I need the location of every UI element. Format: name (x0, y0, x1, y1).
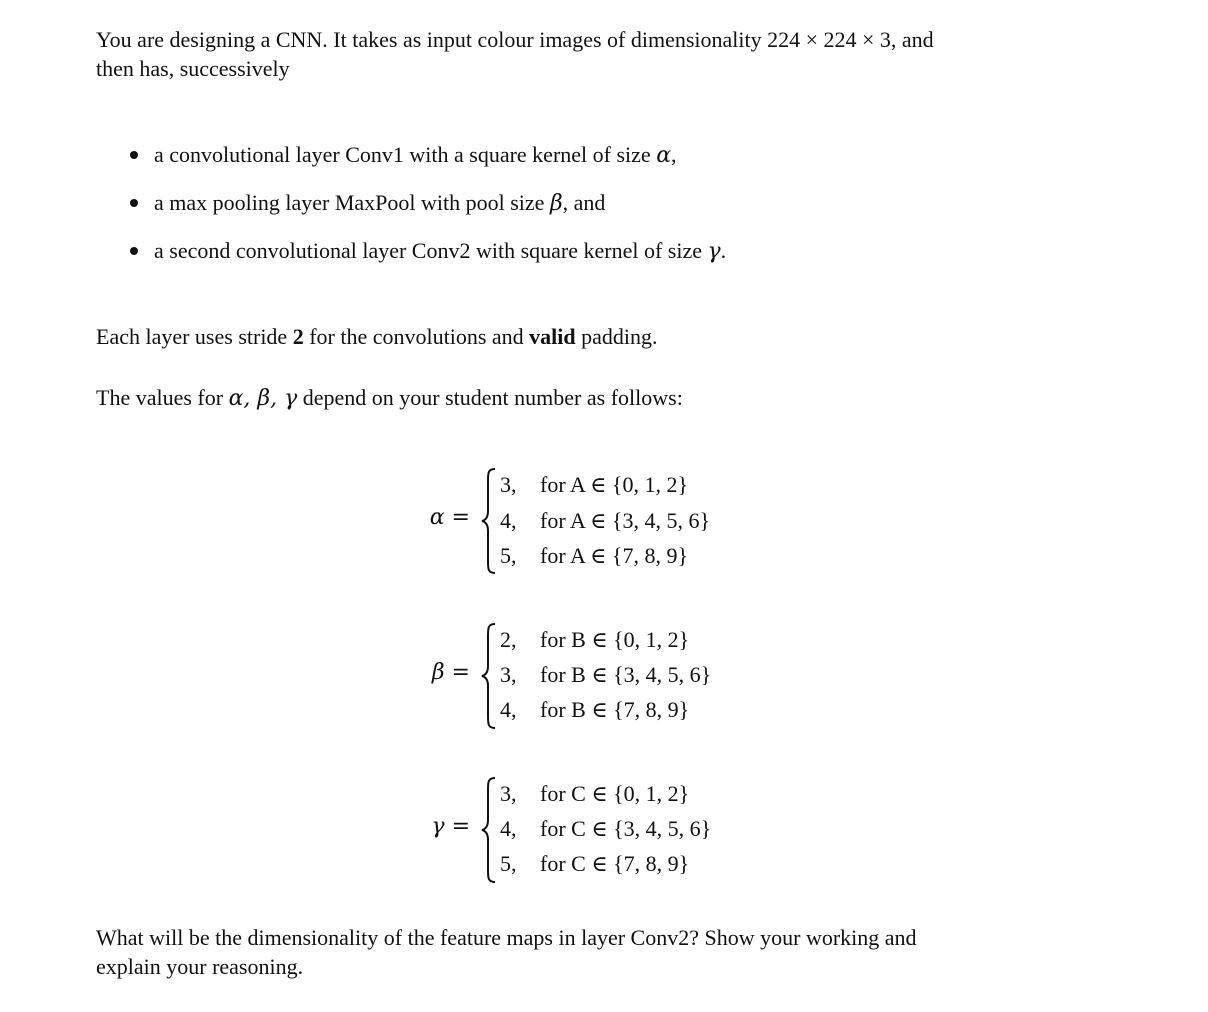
case-row (500, 623, 689, 657)
case-value: 4, (500, 508, 517, 533)
beta-cases (380, 622, 800, 730)
left-brace-icon (480, 467, 498, 575)
case-condition: for C ∈ {0, 1, 2} (540, 781, 690, 806)
bullet-text: a convolutional layer Conv1 with a square kernel of size (154, 142, 657, 167)
bullet-suffix: . (720, 238, 727, 263)
list-item (130, 188, 726, 236)
case-value: 3, (500, 472, 517, 497)
layer-list (130, 140, 726, 284)
values-text-1: The values for (96, 385, 229, 410)
case-condition: for B ∈ {3, 4, 5, 6} (540, 662, 712, 687)
question-line-2: explain your reasoning. (96, 954, 304, 979)
case-condition: for B ∈ {0, 1, 2} (540, 627, 690, 652)
case-row (500, 693, 689, 727)
left-brace-icon (480, 776, 498, 884)
case-row (500, 847, 689, 881)
case-condition: for C ∈ {7, 8, 9} (540, 851, 690, 876)
values-symbols: α, β, γ (228, 386, 298, 411)
bullet-symbol: α (656, 143, 672, 168)
case-value: 3, (500, 781, 517, 806)
case-row (500, 777, 689, 811)
beta-lhs: β = (431, 660, 470, 685)
question-paragraph (96, 923, 1076, 981)
gamma-lhs: γ = (431, 814, 470, 839)
case-condition: for A ∈ {0, 1, 2} (540, 472, 689, 497)
bullet-suffix: , (671, 142, 677, 167)
case-condition: for C ∈ {3, 4, 5, 6} (540, 816, 712, 841)
bullet-icon (130, 151, 138, 159)
stride-text-2: for the convolutions and (303, 324, 530, 349)
left-brace-icon (480, 622, 498, 730)
case-condition: for B ∈ {7, 8, 9} (540, 697, 690, 722)
case-value: 2, (500, 627, 517, 652)
case-value: 4, (500, 816, 517, 841)
case-row (500, 504, 710, 538)
intro-line-2: then has, successively (96, 56, 290, 81)
case-value: 3, (500, 662, 517, 687)
alpha-cases (380, 467, 800, 575)
question-line-1: What will be the dimensionality of the feature maps in layer Conv2? Show your working and (96, 925, 917, 950)
case-row (500, 658, 711, 692)
bullet-symbol: γ (707, 239, 721, 264)
case-condition: for A ∈ {3, 4, 5, 6} (540, 508, 711, 533)
bullet-text: a second convolutional layer Conv2 with square kernel of size (154, 238, 708, 263)
intro-paragraph (96, 25, 1076, 83)
case-value: 5, (500, 851, 517, 876)
bullet-symbol: β (549, 191, 563, 216)
values-text-2: depend on your student number as follows: (297, 385, 683, 410)
list-item (130, 140, 726, 188)
values-paragraph (96, 383, 1076, 413)
gamma-cases (380, 776, 800, 884)
case-row (500, 539, 688, 573)
bullet-text: a max pooling layer MaxPool with pool size (154, 190, 550, 215)
case-condition: for A ∈ {7, 8, 9} (540, 543, 689, 568)
list-item (130, 236, 726, 284)
bullet-suffix: , and (562, 190, 606, 215)
padding-value: valid (529, 324, 576, 349)
stride-text-1: Each layer uses stride (96, 324, 293, 349)
case-row (500, 812, 711, 846)
stride-text-3: padding. (575, 324, 658, 349)
case-value: 4, (500, 697, 517, 722)
bullet-icon (130, 199, 138, 207)
stride-value: 2 (292, 324, 304, 349)
bullet-icon (130, 247, 138, 255)
intro-line-1: You are designing a CNN. It takes as input colour images of dimensionality 224 × 224 × 3, and (96, 27, 934, 52)
case-value: 5, (500, 543, 517, 568)
stride-paragraph (96, 322, 1076, 351)
case-row (500, 468, 688, 502)
alpha-lhs: α = (429, 505, 470, 530)
